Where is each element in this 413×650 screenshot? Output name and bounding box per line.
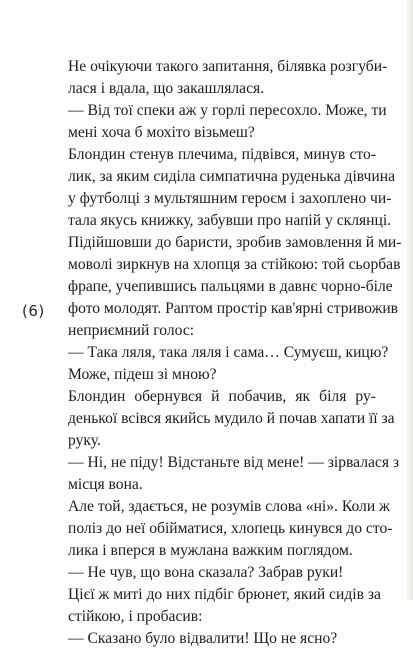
text-line: — Від тої спеки аж у горлі пересохло. Може, ти bbox=[68, 102, 387, 119]
text-line: — Така ляля, така ляля і сама… Сумуєш, кицю? bbox=[68, 344, 389, 361]
text-line: Але той, здається, не розумів слова «ні». Коли ж bbox=[68, 498, 390, 515]
text-line: Може, підеш зі мною? bbox=[68, 366, 217, 383]
margin-annotation: (6) bbox=[22, 302, 45, 320]
text-line: у футболці з мультяшним героєм і захоплено чи- bbox=[68, 190, 392, 207]
text-line: Блондин обернувся й побачив, як біля ру- bbox=[68, 388, 376, 405]
text-line: фото молодят. Раптом простір кав'ярні стривожив bbox=[68, 300, 399, 317]
text-line: Цієї ж миті до них підбіг брюнет, який сидів за bbox=[68, 586, 381, 603]
text-line: стійкою, і пробасив: bbox=[68, 608, 203, 625]
text-line: моволі зиркнув на хлопця за стійкою: той сьорбав bbox=[68, 256, 401, 273]
page-edge-shadow bbox=[407, 0, 413, 600]
text-line: лика і вперся в мужлана важким поглядом. bbox=[68, 542, 353, 559]
text-line: поліз до неї обійматися, хлопець кинувся до сто- bbox=[68, 520, 393, 537]
text-line: фрапе, учепившись пальцями в давнє чорно-біле bbox=[68, 278, 393, 295]
text-line: неприємний голос: bbox=[68, 322, 195, 339]
text-line: лик, за яким сиділа симпатична руденька дівчина bbox=[68, 168, 396, 185]
page-body-text bbox=[68, 56, 402, 650]
text-line: — Ні, не піду! Відстаньте від мене! — зірвалася з bbox=[68, 454, 400, 471]
text-line: Не очікуючи такого запитання, білявка розгуби- bbox=[68, 58, 388, 75]
text-line: місця вона. bbox=[68, 476, 143, 493]
text-line: тала якусь книжку, забувши про напій у склянці. bbox=[68, 212, 392, 229]
text-line: руку. bbox=[68, 432, 101, 449]
text-line: Блондин стенув плечима, підвівся, минув сто- bbox=[68, 146, 376, 163]
text-line: — Не чув, що вона сказала? Забрав руки! bbox=[68, 564, 344, 581]
text-line: Підійшовши до баристи, зробив замовлення й ми- bbox=[68, 234, 402, 251]
text-line: денької всівся якийсь мудило й почав хапати її за bbox=[68, 410, 395, 427]
text-line: лася і вдала, що закашлялася. bbox=[68, 80, 265, 97]
text-line: — Сказано було відвалити! Що не ясно? bbox=[68, 630, 338, 647]
text-line: мені хоча б мохіто візьмеш? bbox=[68, 124, 255, 141]
